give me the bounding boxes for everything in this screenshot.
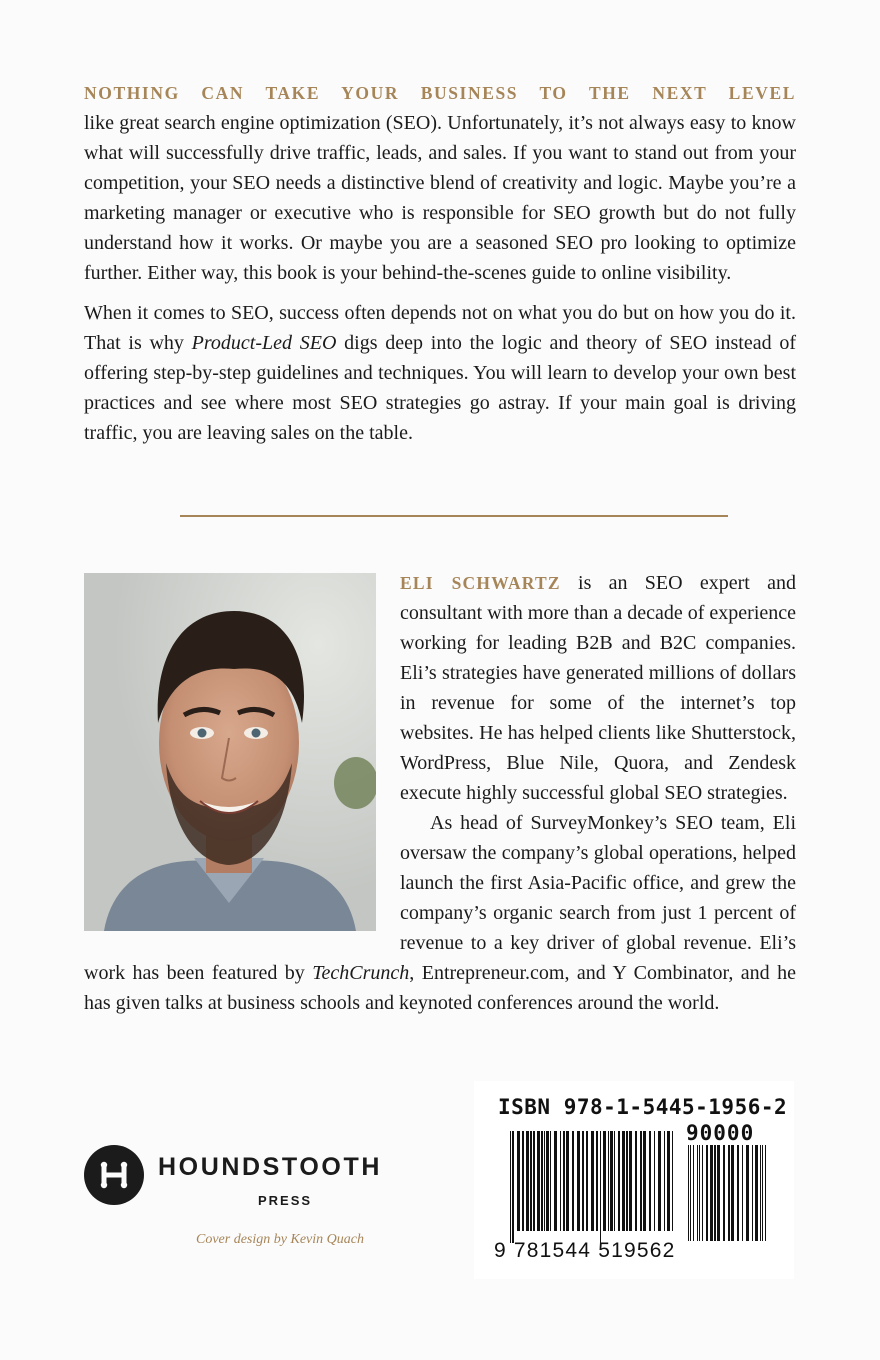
barcode-bar [596, 1131, 598, 1231]
barcode-bar [714, 1145, 716, 1241]
barcode-bar [582, 1131, 584, 1231]
barcode-block [474, 1081, 794, 1279]
author-bio-text-1: is an SEO expert and consultant with more than a decade of experience working for leading B2B and B2C companies. Eli’s strategies have generated millions of dollars in revenue for some of the internet’s top websites. He has helped clients like Shutterstock, WordPress, Blue Nile, Quora, and Zendesk execute highly successful global SEO strategies. [400, 572, 796, 804]
barcode-bar [702, 1145, 703, 1241]
barcode-bar [510, 1131, 511, 1243]
book-title: Product-Led SEO [191, 332, 337, 354]
barcode-bar [640, 1131, 642, 1231]
barcode-bar [603, 1131, 606, 1231]
publisher-name: HOUNDSTOOTH [158, 1153, 382, 1181]
publisher-subname: PRESS [258, 1193, 313, 1208]
barcode-bar [566, 1131, 569, 1231]
divider-rule [180, 515, 728, 517]
barcode-bar [572, 1131, 574, 1231]
houndstooth-button-icon [84, 1145, 144, 1205]
barcode-bar [614, 1131, 615, 1231]
barcode-bar [643, 1131, 646, 1231]
barcode-bar [649, 1131, 651, 1231]
blurb-paragraph-1-text: like great search engine optimization (SEO). Unfortunately, it’s not always easy to know what will successfully drive traffic, leads, and sales. If you want to stand out from your competition, your SEO needs a distinctive blend of creativity and logic. Maybe you’re a marketing manager or executive who is responsible for SEO growth but do not fully understand how it works. Or maybe you are a seasoned SEO pro looking to optimize further. Either way, this book is your behind-the-scenes guide to online visibility. [84, 112, 796, 284]
addon-barcode-bars [688, 1145, 770, 1241]
barcode-bar [541, 1131, 543, 1231]
barcode-bar [537, 1131, 540, 1231]
barcode-bar [672, 1131, 673, 1231]
author-bio-text-2a: As head of SurveyMonkey’s SEO team, Eli oversaw the company’s global operations, helped launch the first Asia-Pacific office, and grew the company’s organic search from just 1 percent of revenue to a key driver of global revenue. Eli’s work has been featured by [84, 812, 796, 984]
barcode-bar [742, 1145, 743, 1241]
blurb-lead-in: NOTHING CAN TAKE YOUR BUSINESS TO THE NEXT LEVEL [84, 83, 796, 103]
barcode-bar [699, 1145, 700, 1241]
barcode-bar [752, 1145, 753, 1241]
barcode-bar [690, 1145, 691, 1241]
barcode-bar [710, 1145, 713, 1241]
barcode-bar [591, 1131, 594, 1231]
ean-digits: 9 781544 519562 [494, 1239, 676, 1262]
barcode-bar [533, 1131, 535, 1231]
barcode-bar [731, 1145, 734, 1241]
barcode-bar [526, 1131, 529, 1231]
barcode-bar [618, 1131, 620, 1231]
barcode-bar [560, 1131, 561, 1231]
cover-credit: Cover design by Kevin Quach [196, 1232, 364, 1247]
isbn-text: ISBN 978-1-5445-1956-2 [498, 1095, 788, 1119]
barcode-bar [629, 1131, 632, 1231]
barcode-bar [608, 1131, 609, 1231]
barcode-bar [626, 1131, 628, 1231]
author-bio-text-2b: , Entrepreneur.com, and Y Combinator, and he has given talks at business schools and keynoted conferences around the world. [84, 962, 796, 1014]
publication-name: TechCrunch [312, 962, 410, 984]
barcode-bar [635, 1131, 637, 1231]
blurb-paragraph-2 [84, 298, 796, 448]
price-addon-text: 90000 [686, 1121, 755, 1145]
barcode-bar [610, 1131, 613, 1231]
barcode-bar [544, 1131, 545, 1231]
barcode-bar [755, 1145, 758, 1241]
author-photo [84, 573, 376, 931]
barcode-bar [600, 1131, 601, 1243]
barcode-bar [765, 1145, 766, 1241]
barcode-bar [530, 1131, 532, 1231]
author-name: ELI SCHWARTZ [400, 573, 561, 593]
barcode-bar [737, 1145, 739, 1241]
barcode-bar [746, 1145, 749, 1241]
barcode-bar [667, 1131, 670, 1231]
barcode-bar [688, 1145, 689, 1241]
barcode-bar [522, 1131, 524, 1231]
barcode-bar [706, 1145, 708, 1241]
barcode-bar [760, 1145, 761, 1241]
blurb-paragraph-1 [84, 78, 796, 288]
barcode-bar [563, 1131, 565, 1231]
barcode-bar [693, 1145, 694, 1241]
barcode-bar [654, 1131, 655, 1231]
barcode-bar [550, 1131, 551, 1231]
barcode-bar [723, 1145, 725, 1241]
barcode-bar [517, 1131, 520, 1231]
blurb-paragraph-2-text-b: digs deep into the logic and theory of SEO instead of offering step-by-step guidelines and techniques. You will learn to develop your own best practices and see where most SEO strategies go astray. If your main goal is driving traffic, you are leaving sales on the table. [84, 332, 796, 444]
ean-barcode-bars [510, 1131, 676, 1243]
barcode-bar [697, 1145, 698, 1241]
blurb-paragraph-2-text-a: When it comes to SEO, success often depends not on what you do but on how you do it. That is why [84, 302, 796, 354]
barcode-bar [762, 1145, 763, 1241]
barcode-bar [717, 1145, 720, 1241]
barcode-bar [586, 1131, 588, 1231]
author-section [84, 568, 796, 1018]
barcode-bar [622, 1131, 625, 1231]
barcode-bar [554, 1131, 557, 1231]
barcode-bar [512, 1131, 514, 1243]
barcode-bar [577, 1131, 580, 1231]
back-cover-blurb [84, 78, 796, 448]
barcode-bar [664, 1131, 665, 1231]
barcode-bar [728, 1145, 730, 1241]
barcode-bar [658, 1131, 661, 1231]
barcode-bar [546, 1131, 549, 1231]
author-portrait-illustration [84, 573, 376, 931]
